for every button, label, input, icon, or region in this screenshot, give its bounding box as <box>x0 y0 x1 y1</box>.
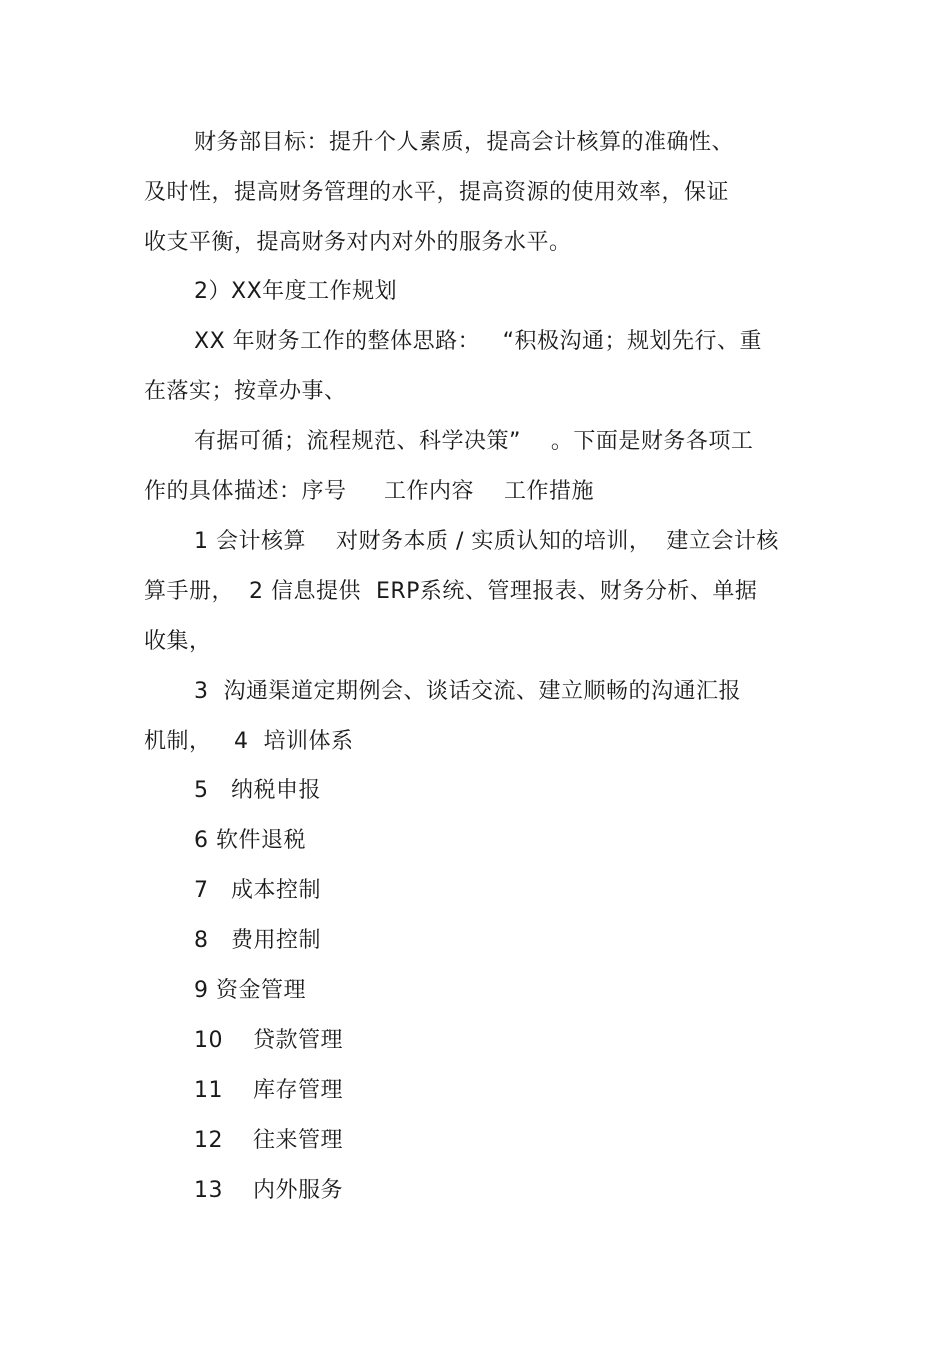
list-item-5: 5 纳税申报 <box>194 778 321 803</box>
paragraph-goal-line-1: 财务部目标：提升个人素质，提高会计核算的准确性、 <box>194 130 735 155</box>
paragraph-approach-line-1: XX 年财务工作的整体思路： “积极沟通；规划先行、重 <box>194 329 763 354</box>
list-item-3-line-1: 3 沟通渠道定期例会、谈话交流、建立顺畅的沟通汇报 <box>194 679 741 704</box>
list-item-7: 7 成本控制 <box>194 878 321 903</box>
list-item-2-line-2: 收集， <box>144 629 212 654</box>
list-item-11: 11 库存管理 <box>194 1078 343 1103</box>
list-item-9: 9 资金管理 <box>194 978 306 1003</box>
section-heading-annual-plan: 2）XX年度工作规划 <box>194 279 398 304</box>
paragraph-approach-line-2: 在落实；按章办事、 <box>144 379 347 404</box>
list-item-1-line-1: 1 会计核算 对财务本质 / 实质认知的培训， 建立会计核 <box>194 529 779 554</box>
list-item-6: 6 软件退税 <box>194 828 306 853</box>
paragraph-approach-line-4: 作的具体描述：序号 工作内容 工作措施 <box>144 479 594 504</box>
list-item-8: 8 费用控制 <box>194 928 321 953</box>
list-item-10: 10 贷款管理 <box>194 1028 343 1053</box>
paragraph-approach-line-3: 有据可循；流程规范、科学决策” 。下面是财务各项工 <box>194 429 754 454</box>
list-item-13: 13 内外服务 <box>194 1178 343 1203</box>
list-item-3-line-2: 机制， 4 培训体系 <box>144 729 354 754</box>
list-item-12: 12 往来管理 <box>194 1128 343 1153</box>
list-item-1-line-2: 算手册， 2 信息提供 ERP系统、管理报表、财务分析、单据 <box>144 579 758 604</box>
paragraph-goal-line-3: 收支平衡，提高财务对内对外的服务水平。 <box>144 230 572 255</box>
paragraph-goal-line-2: 及时性，提高财务管理的水平，提高资源的使用效率，保证 <box>144 180 730 205</box>
